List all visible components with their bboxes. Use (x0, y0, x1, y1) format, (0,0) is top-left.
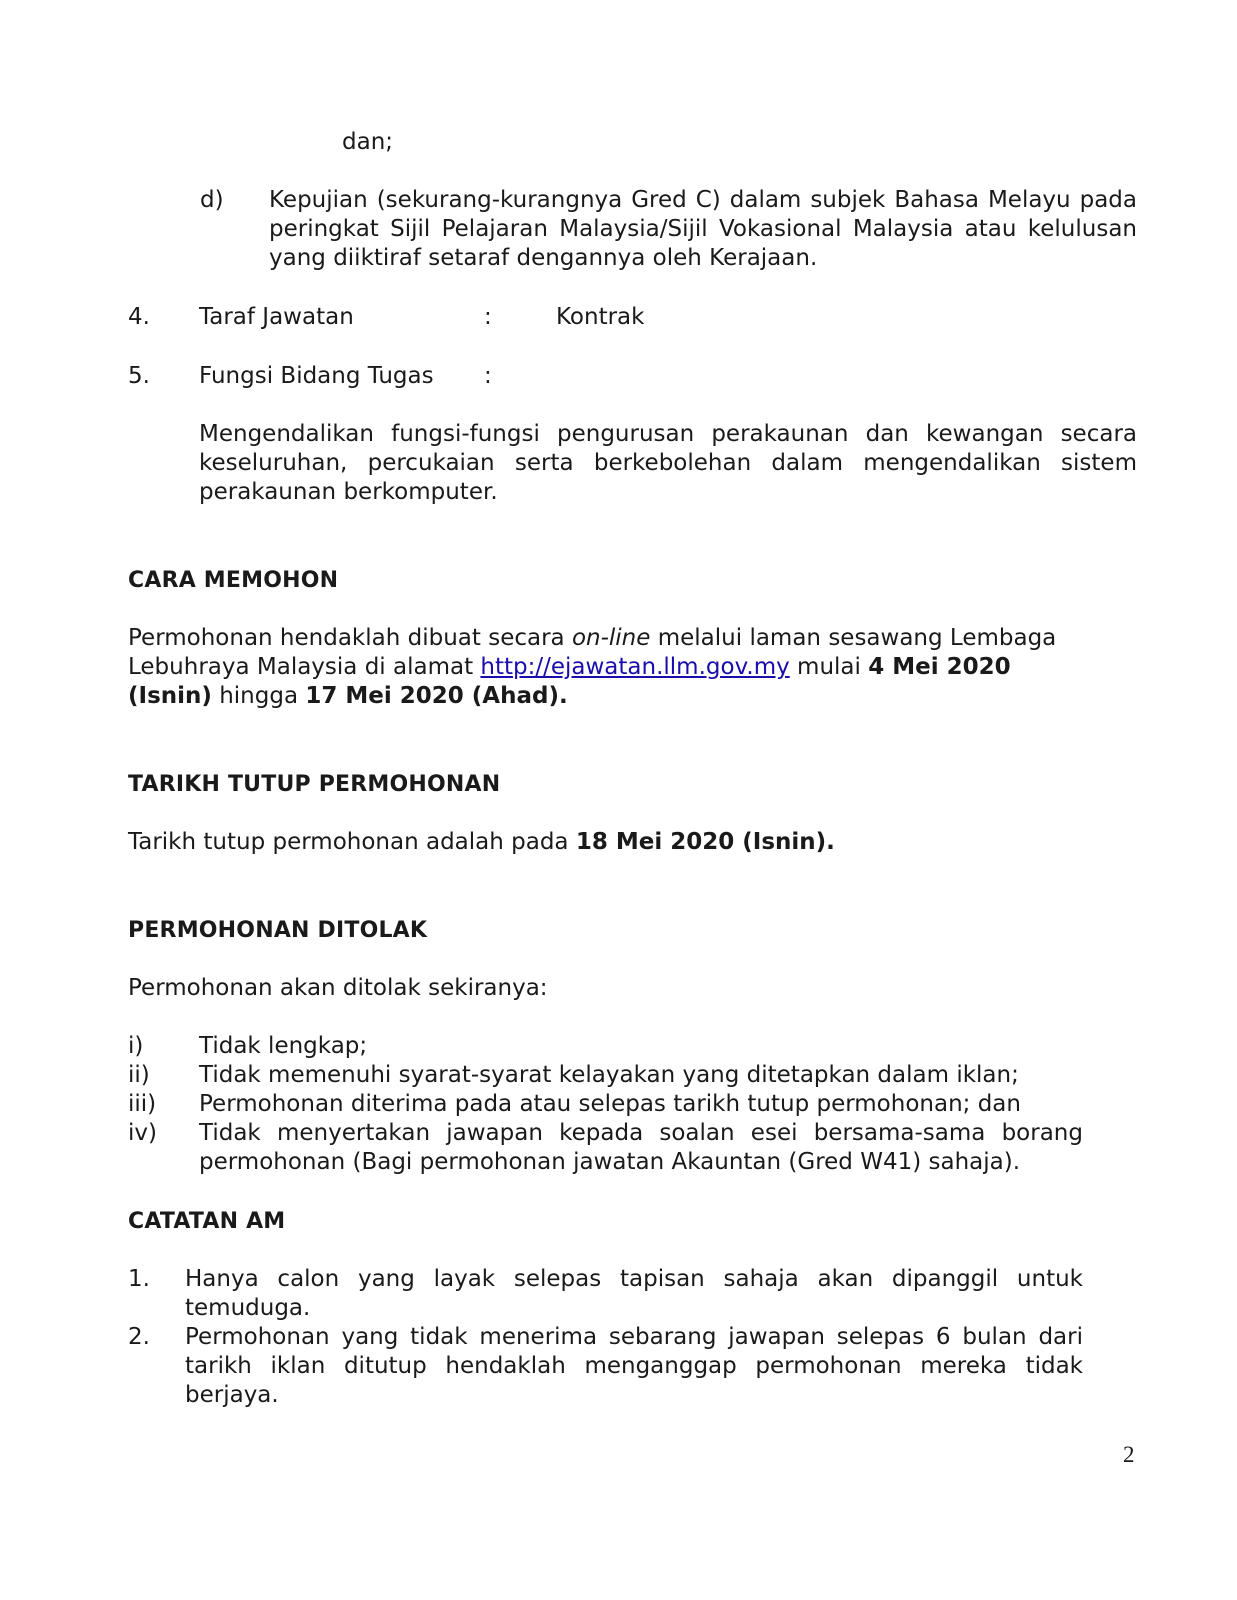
tarikh-tutup-text: Tarikh tutup permohonan adalah pada 18 Mei 2020 (Isnin). (128, 829, 835, 855)
cara-memohon-heading: CARA MEMOHON (128, 568, 339, 593)
ejawatan-link[interactable]: http://ejawatan.llm.gov.my (480, 654, 790, 680)
item-5-label: Fungsi Bidang Tugas (199, 363, 434, 389)
item-5-description: Mengendalikan fungsi-fungsi pengurusan perakaunan dan kewangan secara keseluruhan, percukaian serta berkebolehan dalam mengendalikan sistem perakaunan berkomputer. (199, 421, 1137, 505)
end-date: 17 Mei 2020 (Ahad). (305, 683, 568, 709)
tarikh-tutup-heading: TARIKH TUTUP PERMOHONAN (128, 772, 501, 797)
item-4-colon: : (484, 304, 492, 330)
catatan-am-heading: CATATAN AM (128, 1209, 286, 1234)
reject-item-text: Tidak lengkap; (199, 1033, 368, 1059)
cara-memohon-paragraph: Permohonan hendaklah dibuat secara on-line melalui laman sesawang Lembaga Lebuhraya Malaysia di alamat http://ejawatan.llm.gov.my mulai 4 Mei 2020 (Isnin) hingga 17 Mei 2020 (Ahad). (128, 625, 1057, 709)
item-d-text: Kepujian (sekurang-kurangnya Gred C) dalam subjek Bahasa Melayu pada peringkat Sijil Pelajaran Malaysia/Sijil Vokasional Malaysia atau kelulusan yang diiktiraf setaraf dengannya oleh Kerajaan. (269, 187, 1137, 271)
note-item-marker: 2. (128, 1324, 150, 1350)
reject-item-marker: ii) (128, 1062, 150, 1088)
note-item-text: Permohonan yang tidak menerima sebarang jawapan selepas 6 bulan dari tarikh iklan ditutup hendaklah menganggap permohonan mereka tidak berjaya. (185, 1324, 1083, 1408)
item-4-label: Taraf Jawatan (199, 304, 354, 330)
reject-item-marker: iv) (128, 1120, 157, 1146)
item-4-number: 4. (128, 304, 150, 330)
reject-item-marker: iii) (128, 1091, 157, 1117)
permohonan-ditolak-intro: Permohonan akan ditolak sekiranya: (128, 975, 548, 1001)
reject-item-marker: i) (128, 1033, 144, 1059)
note-item-marker: 1. (128, 1266, 150, 1292)
reject-item-text: Tidak menyertakan jawapan kepada soalan esei bersama-sama borang permohonan (Bagi permohonan jawatan Akauntan (Gred W41) sahaja). (199, 1120, 1083, 1175)
item-5-colon: : (484, 363, 492, 389)
closing-date: 18 Mei 2020 (Isnin). (575, 829, 835, 855)
reject-item-text: Tidak memenuhi syarat-syarat kelayakan yang ditetapkan dalam iklan; (199, 1062, 1019, 1088)
permohonan-ditolak-heading: PERMOHONAN DITOLAK (128, 918, 428, 943)
start-date: 4 Mei 2020 (Isnin) (128, 654, 1011, 709)
note-item-text: Hanya calon yang layak selepas tapisan sahaja akan dipanggil untuk temuduga. (185, 1266, 1083, 1321)
reject-item-text: Permohonan diterima pada atau selepas tarikh tutup permohonan; dan (199, 1091, 1021, 1117)
item-d-marker: d) (200, 187, 224, 213)
item-4-value: Kontrak (556, 304, 645, 330)
continuation-text: dan; (342, 129, 394, 155)
item-5-number: 5. (128, 363, 150, 389)
page-number: 2 (1123, 1442, 1135, 1467)
